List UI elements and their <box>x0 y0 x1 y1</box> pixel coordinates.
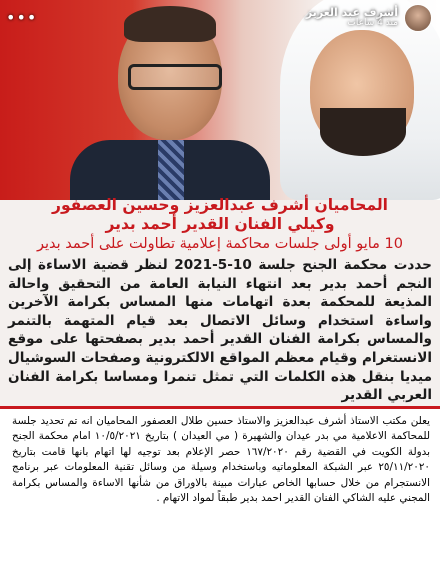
more-options-icon[interactable]: ••• <box>6 8 38 27</box>
headline-line-3: 10 مايو أولى جلسات محاكمة إعلامية تطاولت على أحمد بدير <box>36 235 403 252</box>
glasses-icon <box>128 64 222 90</box>
headline-line-2: وكيلي الفنان القدير أحمد بدير <box>105 215 335 234</box>
post-caption: يعلن مكتب الاستاذ أشرف عبدالعزيز والاستاذ حسين طلال العصفور المحاميان انه تم تحديد جلسة للمحاكمة الاعلامية مي بدر عيدان والشهيرة ( مي العيدان ) بتاريخ ١٠/٥/٢٠٢١ امام محكمة الجنح بدولة الكويت في القضية رقم ١٦٧/٢٠٢٠ حصر الإعلام بعد توجيه لها اتهام بانها قامت بتاريخ ٢٥/١١/٢٠٢٠ عبر الشبكة المعلوماتيه وباستخدام وسيلة من وسائل تقنية المعلومات عبر برنامج الانستجرام من خلال حسابها الخاص عبارات مبينة بالاوراق من شأنها الاساءة والمساس بكرامة المجني عليه الشاكي الفنان القدير احمد بدير طبقاً لمواد الاتهام . <box>12 415 431 505</box>
divider <box>0 406 440 409</box>
image-headline <box>0 196 440 253</box>
post-time: منذ 4 ساعات <box>347 18 398 29</box>
avatar[interactable] <box>404 4 432 32</box>
headline-line-1: المحاميان أشرف عبدالعزيز وحسين العصفور <box>52 196 388 214</box>
author-meta <box>306 7 398 29</box>
image-body-text: حددت محكمة الجنح جلسة 10-5-2021 لنظر قضية الاساءة إلى النجم أحمد بدير بعد انتهاء النيابة العامة من التحقيق واحالة المذيعة للمحكمة بعدة اتهامات منها المساس بكرامة الآخرين واساءة استخدام وسائل الاتصال بعد قيام المتهمة بالتنمر والمساس بكرامة الفنان القدير أحمد بدير بصفحتها على موقع الانستغرام وقيام معظم المواقع الالكترونية وصفحات السوشيال ميديا بنقل هذه الكلمات التي تمثل تنمرا ومساسا بكرامة الفنان العربي القدير <box>8 257 432 404</box>
author-name[interactable]: أشرف عبد العزيز <box>305 6 398 19</box>
left-man-hair <box>124 6 216 42</box>
right-man-beard <box>320 108 406 156</box>
left-man-tie <box>158 140 184 200</box>
author-bar[interactable] <box>306 4 432 32</box>
